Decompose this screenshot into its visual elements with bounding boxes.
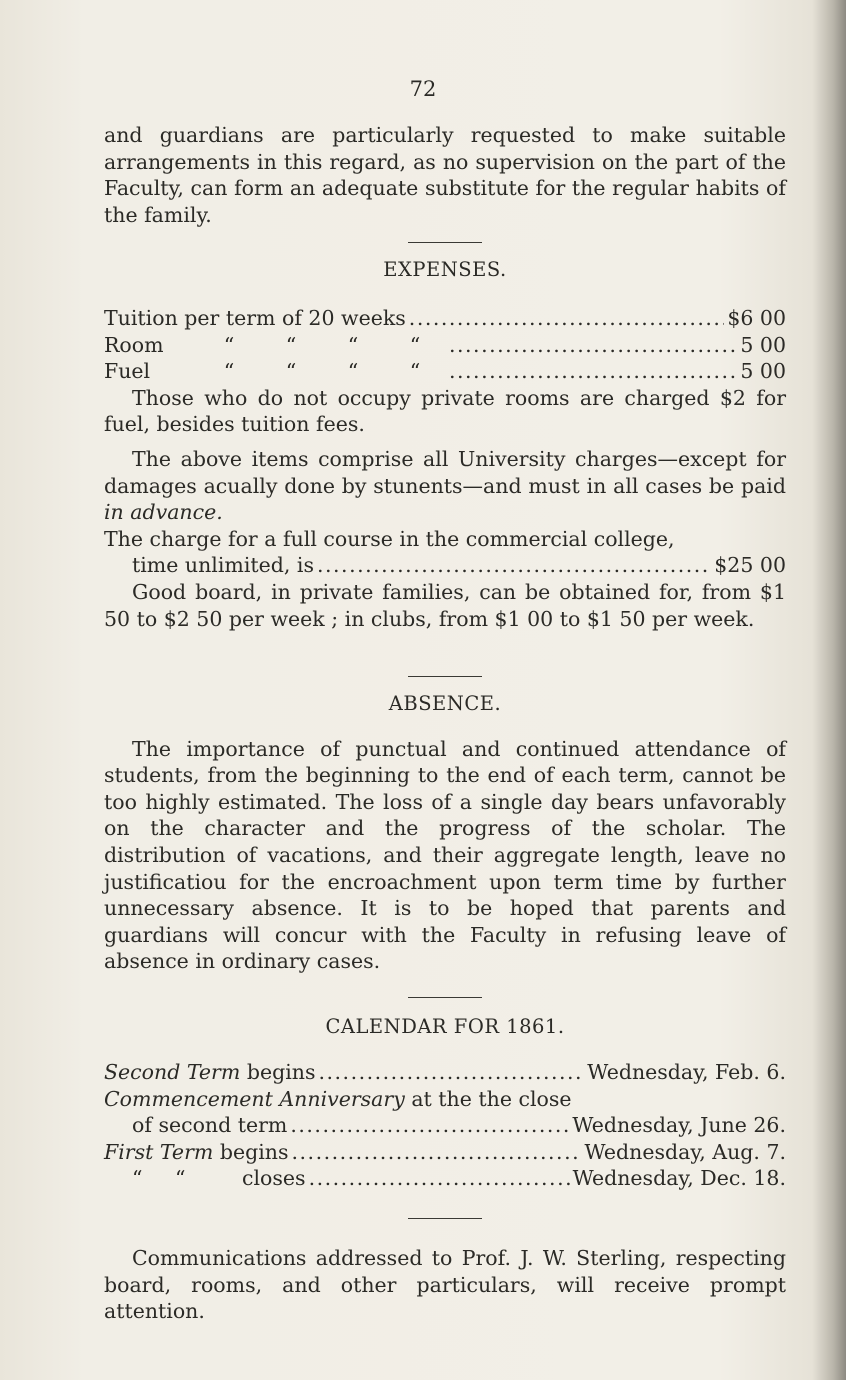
ditto-mark: “ xyxy=(409,332,421,357)
calendar-event-text: begins xyxy=(246,1060,316,1084)
communications-section xyxy=(104,1218,786,1325)
items-note-emphasis: in advance. xyxy=(104,500,223,525)
expense-amount: 5 00 xyxy=(740,332,786,357)
section-divider xyxy=(408,676,482,677)
leader-dots xyxy=(290,1112,569,1139)
items-note xyxy=(104,446,786,526)
communications-text: Communications addressed to Prof. J. W. Sterling, respecting board, rooms, and other particulars, will receive prompt attention. xyxy=(104,1246,786,1324)
intro-paragraph-block xyxy=(104,122,786,228)
section-divider xyxy=(408,997,482,998)
calendar-row-first-term xyxy=(104,1139,786,1166)
page-number: 72 xyxy=(409,77,437,101)
expense-label: Tuition per term of 20 weeks xyxy=(104,306,406,330)
calendar-event-emphasis: Second Term xyxy=(104,1060,241,1084)
calendar-row-second-term xyxy=(104,1059,786,1086)
ditto-mark: “ xyxy=(285,332,297,357)
expense-row-fuel xyxy=(104,358,786,385)
calendar-date: Wednesday, Dec. 18. xyxy=(572,1166,786,1191)
calendar-heading: CALENDAR FOR 1861. xyxy=(325,1015,565,1038)
calendar-event xyxy=(104,1139,289,1166)
ditto-mark: “ xyxy=(223,332,235,357)
expense-label: Fuel xyxy=(104,359,151,384)
calendar-event xyxy=(104,1059,316,1086)
ditto-marks: “ “ xyxy=(132,1166,186,1191)
expense-row-room xyxy=(104,332,786,359)
ditto-mark: “ xyxy=(347,359,359,384)
calendar-event-emphasis: Commencement Anniversary xyxy=(104,1086,405,1111)
leader-dots xyxy=(449,332,737,359)
calendar-date: Wednesday, June 26. xyxy=(572,1113,786,1138)
absence-text: The importance of punctual and continued attendance of students, from the beginning to the end of each term, cannot be too highly estimated. The loss of a single day bears unfavorably on the character and the progress of the scholar. The distribution of vacations, and their aggregate length, leave no justificatiou for the encroachment upon term time by further unnecessary absence. It is to be hoped that parents and guardians will concur with the Faculty in refusing leave of absence in ordinary cases. xyxy=(104,736,786,974)
calendar-date: Wednesday, Aug. 7. xyxy=(584,1139,786,1164)
expenses-heading: EXPENSES. xyxy=(383,258,507,281)
expenses-table xyxy=(104,305,786,632)
leader-dots xyxy=(319,1059,585,1086)
section-divider xyxy=(408,1218,482,1219)
calendar-row-commencement-date xyxy=(104,1112,786,1139)
absence-heading: ABSENCE. xyxy=(388,692,502,715)
ditto-mark: “ xyxy=(409,359,421,384)
calendar-section xyxy=(104,997,786,1041)
calendar-event-emphasis: First Term xyxy=(104,1139,214,1164)
intro-paragraph: and guardians are particularly requested to make suitable arrangements in this regard, as no supervision on the part of the Faculty, can form an adequate substitute for the regular habits of the family. xyxy=(104,123,786,227)
calendar-row-first-term-closes xyxy=(104,1165,786,1192)
leader-dots xyxy=(409,305,725,332)
calendar-event-text: of second term xyxy=(132,1113,288,1138)
leader-dots xyxy=(317,552,711,579)
expense-amount: 5 00 xyxy=(740,359,786,384)
calendar-event-text: closes xyxy=(242,1166,306,1191)
leader-dots xyxy=(292,1139,582,1166)
expense-label: Room xyxy=(104,332,164,357)
ditto-mark: “ xyxy=(285,359,297,384)
items-note-text: The above items comprise all University charges—except for damages acually done by stunents—and must in all cases be paid xyxy=(104,446,786,498)
calendar-event-text: at the the close xyxy=(411,1086,572,1111)
commercial-amount: $25 00 xyxy=(714,553,786,578)
leader-dots xyxy=(449,358,737,385)
board-note: Good board, in private families, can be obtained for, from $1 50 to $2 50 per week ; in clubs, from $1 00 to $1 50 per week. xyxy=(104,579,786,631)
calendar-row-commencement xyxy=(104,1086,786,1113)
calendar-list xyxy=(104,1059,786,1192)
commercial-line-1: The charge for a full course in the commercial college, xyxy=(104,526,675,551)
expense-amount: $6 00 xyxy=(727,306,786,330)
leader-dots xyxy=(309,1165,570,1192)
expense-row-tuition xyxy=(104,305,786,332)
section-divider xyxy=(408,242,482,243)
ditto-mark: “ xyxy=(223,359,235,384)
calendar-event-text: begins xyxy=(219,1139,289,1164)
ditto-mark: “ xyxy=(347,332,359,357)
commercial-line-2 xyxy=(104,552,786,579)
absence-section xyxy=(104,676,786,975)
fuel-note: Those who do not occupy private rooms are charged $2 for fuel, besides tuition fees. xyxy=(104,385,786,437)
expenses-section xyxy=(104,242,786,284)
calendar-date: Wednesday, Feb. 6. xyxy=(587,1060,786,1084)
commercial-label: time unlimited, is xyxy=(132,553,314,578)
